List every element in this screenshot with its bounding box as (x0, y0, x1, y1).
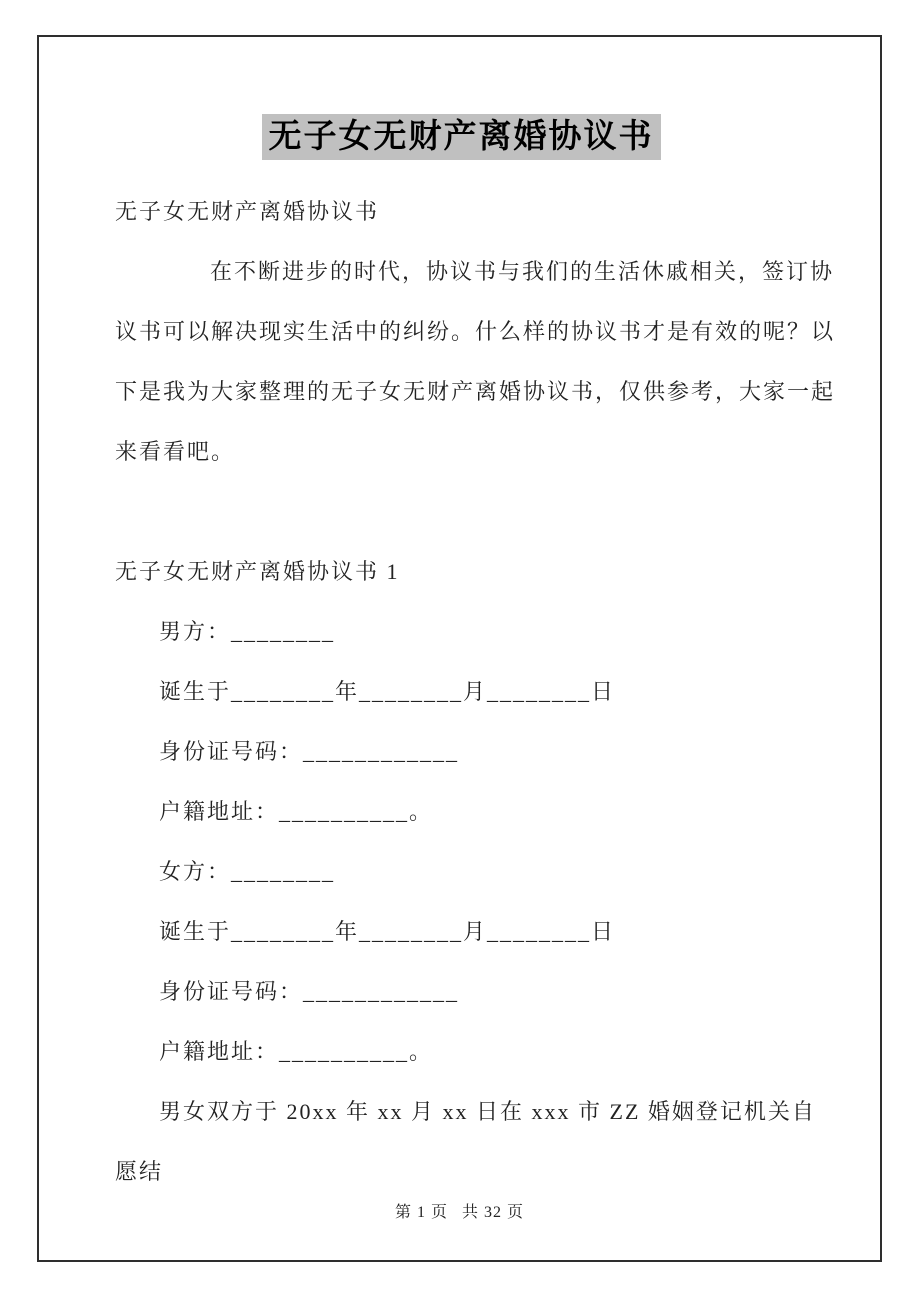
document-title: 无子女无财产离婚协议书 (262, 114, 661, 160)
document-page (37, 35, 882, 1262)
wife-birthdate-line: 诞生于________年________月________日 (159, 919, 616, 944)
wife-name-line: 女方：________ (159, 859, 336, 884)
document-title-row (85, 114, 837, 160)
husband-id-line: 身份证号码：____________ (159, 739, 460, 764)
husband-address-line: 户籍地址：__________。 (159, 799, 434, 824)
closing-paragraph: 男女双方于 20xx 年 xx 月 xx 日在 xxx 市 ZZ 婚姻登记机关自愿结 (115, 1099, 816, 1184)
page-footer (39, 1199, 880, 1222)
wife-address-line: 户籍地址：__________。 (159, 1039, 434, 1064)
total-pages-label: 共 32 页 (462, 1204, 525, 1221)
document-body (115, 182, 837, 1202)
intro-label-line: 无子女无财产离婚协议书 (115, 199, 380, 224)
husband-name-line: 男方：________ (159, 619, 336, 644)
section-heading: 无子女无财产离婚协议书 1 (115, 559, 400, 584)
husband-birthdate-line: 诞生于________年________月________日 (159, 679, 616, 704)
intro-paragraph: 在不断进步的时代，协议书与我们的生活休戚相关，签订协议书可以解决现实生活中的纠纷。什么样的协议书才是有效的呢？以下是我为大家整理的无子女无财产离婚协议书，仅供参考，大家一起来看看吧。 (115, 259, 836, 464)
current-page-label: 第 1 页 (394, 1204, 448, 1221)
wife-id-line: 身份证号码：____________ (159, 979, 460, 1004)
